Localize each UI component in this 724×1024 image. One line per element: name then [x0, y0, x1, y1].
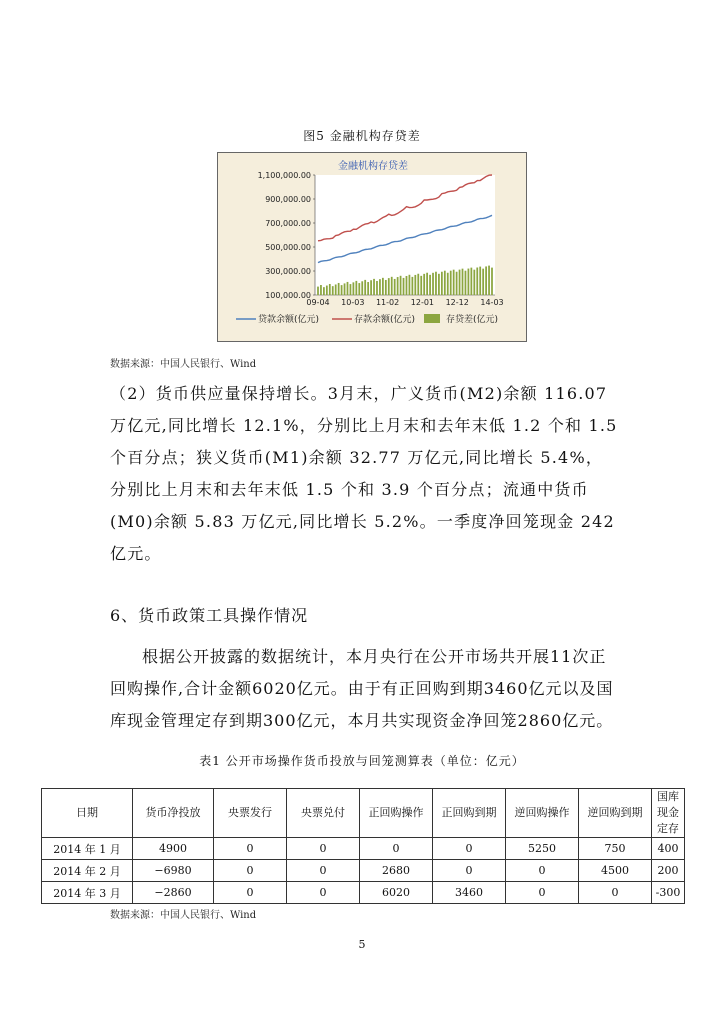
gap-bar [344, 283, 346, 295]
gap-bar [435, 272, 437, 295]
x-tick-label: 12-12 [445, 298, 469, 307]
gap-bar [456, 272, 458, 295]
chart-title: 金融机构存贷差 [338, 161, 408, 172]
gap-bar [320, 285, 322, 295]
gap-bar [341, 285, 343, 295]
gap-bar [482, 269, 484, 295]
header-treasury-deposit: 国库现金定存 [652, 789, 685, 838]
gap-bar [358, 283, 360, 295]
gap-bar [373, 279, 375, 295]
open-market-paragraph [110, 641, 620, 737]
table-cell: 4900 [133, 838, 214, 860]
gap-bar [438, 274, 440, 295]
gap-bar [453, 270, 455, 295]
header-repo-maturity: 正回购到期 [433, 789, 506, 838]
gap-bar [317, 287, 319, 295]
table-cell: 4500 [579, 860, 652, 882]
table-cell: 200 [652, 860, 685, 882]
header-repo-op: 正回购操作 [360, 789, 433, 838]
gap-bar [367, 282, 369, 295]
table-row [42, 882, 685, 904]
table-cell: −2860 [133, 882, 214, 904]
table-source: 数据来源：中国人民银行、Wind [110, 910, 257, 921]
y-tick-label: 500,000.00 [265, 243, 311, 252]
legend-label: 存贷差(亿元) [446, 315, 499, 325]
x-tick-label: 09-04 [306, 298, 330, 307]
gap-bar [385, 280, 387, 295]
table-cell: 6020 [360, 882, 433, 904]
table-cell: 0 [433, 860, 506, 882]
table-cell: 2014 年 2 月 [42, 860, 133, 882]
table-row [42, 860, 685, 882]
table-cell: 0 [287, 838, 360, 860]
gap-bar [406, 276, 408, 295]
x-tick-label: 11-02 [375, 298, 400, 307]
figure-caption: 图5 金融机构存贷差 [303, 129, 421, 143]
gap-bar [485, 266, 487, 295]
gap-bar [447, 273, 449, 295]
y-tick-label: 1,100,000.00 [257, 171, 311, 180]
gap-bar [462, 269, 464, 295]
gap-bar [465, 271, 467, 295]
gap-bar [411, 277, 413, 295]
gap-bar [470, 268, 472, 295]
gap-bar [335, 284, 337, 295]
table-cell: 0 [214, 882, 287, 904]
header-date: 日期 [42, 789, 133, 838]
gap-bar [332, 286, 334, 295]
table-row [42, 838, 685, 860]
table-cell: −6980 [133, 860, 214, 882]
y-tick-label: 300,000.00 [265, 267, 311, 276]
gap-bar [423, 274, 425, 295]
table-cell: 0 [287, 882, 360, 904]
x-tick-label: 14-03 [480, 298, 504, 307]
section-title: 6、货币政策工具操作情况 [110, 606, 309, 625]
table-cell: 750 [579, 838, 652, 860]
table-title: 表1 公开市场操作货币投放与回笼测算表（单位：亿元） [199, 754, 525, 768]
deposit-loan-chart [217, 152, 527, 342]
gap-bar [376, 281, 378, 295]
table-cell: 0 [506, 860, 579, 882]
gap-bar [326, 286, 328, 295]
gap-bar [429, 275, 431, 295]
gap-bar [394, 279, 396, 295]
open-market-table [41, 788, 685, 904]
table-cell: 0 [214, 860, 287, 882]
gap-bar [473, 270, 475, 295]
gap-bar [347, 282, 349, 295]
gap-bar [382, 278, 384, 295]
gap-bar [441, 272, 443, 295]
gap-bar [426, 273, 428, 295]
table-cell: 0 [433, 838, 506, 860]
legend-label: 贷款余额(亿元) [258, 315, 320, 325]
x-tick-label: 10-03 [341, 298, 365, 307]
gap-bar [476, 267, 478, 295]
gap-bar [370, 280, 372, 295]
chart-svg [218, 153, 528, 343]
gap-bar [350, 284, 352, 295]
gap-bar [409, 275, 411, 295]
gap-bar [468, 269, 470, 295]
open-market-text: 根据公开披露的数据统计，本月央行在公开市场共开展11次正回购操作,合计金额6020亿元。由于有正回购到期3460亿元以及国库现金管理定存到期300亿元，本月共实现资金净回笼2860亿元。 [110, 647, 614, 730]
gap-bar [444, 271, 446, 295]
table-cell: 5250 [506, 838, 579, 860]
legend-swatch [424, 314, 440, 323]
table-cell: 2014 年 1 月 [42, 838, 133, 860]
gap-bar [417, 274, 419, 295]
header-bill-redeem: 央票兑付 [287, 789, 360, 838]
x-tick-label: 12-01 [410, 298, 435, 307]
table-cell: 0 [360, 838, 433, 860]
header-bill-issue: 央票发行 [214, 789, 287, 838]
gap-bar [364, 280, 366, 295]
table-cell: 2014 年 3 月 [42, 882, 133, 904]
table-cell: -300 [652, 882, 685, 904]
gap-bar [379, 279, 381, 295]
table-header-row [42, 789, 685, 838]
gap-bar [397, 277, 399, 295]
y-tick-label: 700,000.00 [265, 219, 311, 228]
gap-bar [323, 287, 325, 295]
header-reverse-repo-op: 逆回购操作 [506, 789, 579, 838]
y-tick-label: 100,000.00 [265, 291, 311, 300]
gap-bar [420, 276, 422, 295]
gap-bar [479, 267, 481, 295]
gap-bar [353, 282, 355, 295]
gap-bar [361, 281, 363, 295]
gap-bar [432, 273, 434, 295]
table-cell: 0 [579, 882, 652, 904]
gap-bar [459, 270, 461, 295]
table-cell: 0 [214, 838, 287, 860]
gap-bar [400, 276, 402, 295]
table-cell: 0 [287, 860, 360, 882]
gap-bar [491, 268, 493, 295]
gap-bar [450, 271, 452, 295]
gap-bar [338, 283, 340, 295]
y-tick-label: 900,000.00 [265, 195, 311, 204]
money-supply-paragraph: （2）货币供应量保持增长。3月末，广义货币(M2)余额 116.07 万亿元,同比增长 12.1%，分别比上月末和去年末低 1.2 个和 1.5 个百分点；狭义货币(M1)余额 32.77 万亿元,同比增长 5.4%，分别比上月末和去年末低 1.5 个和 3.9 个百分点；流通中货币(M0)余额 5.83 万亿元,同比增长 5.2%。一季度净回笼现金 242 亿元。 [110, 384, 618, 563]
table-cell: 2680 [360, 860, 433, 882]
table-cell: 400 [652, 838, 685, 860]
figure-source: 数据来源：中国人民银行、Wind [110, 359, 257, 370]
gap-bar [403, 278, 405, 295]
gap-bar [391, 277, 393, 295]
header-reverse-repo-maturity: 逆回购到期 [579, 789, 652, 838]
table-cell: 3460 [433, 882, 506, 904]
gap-bar [329, 284, 331, 295]
gap-bar [355, 281, 357, 295]
gap-bar [388, 278, 390, 295]
header-net-injection: 货币净投放 [133, 789, 214, 838]
page-number: 5 [358, 938, 366, 951]
gap-bar [414, 275, 416, 295]
table-cell: 0 [506, 882, 579, 904]
gap-bar [488, 266, 490, 295]
legend-label: 存款余额(亿元) [354, 315, 416, 325]
